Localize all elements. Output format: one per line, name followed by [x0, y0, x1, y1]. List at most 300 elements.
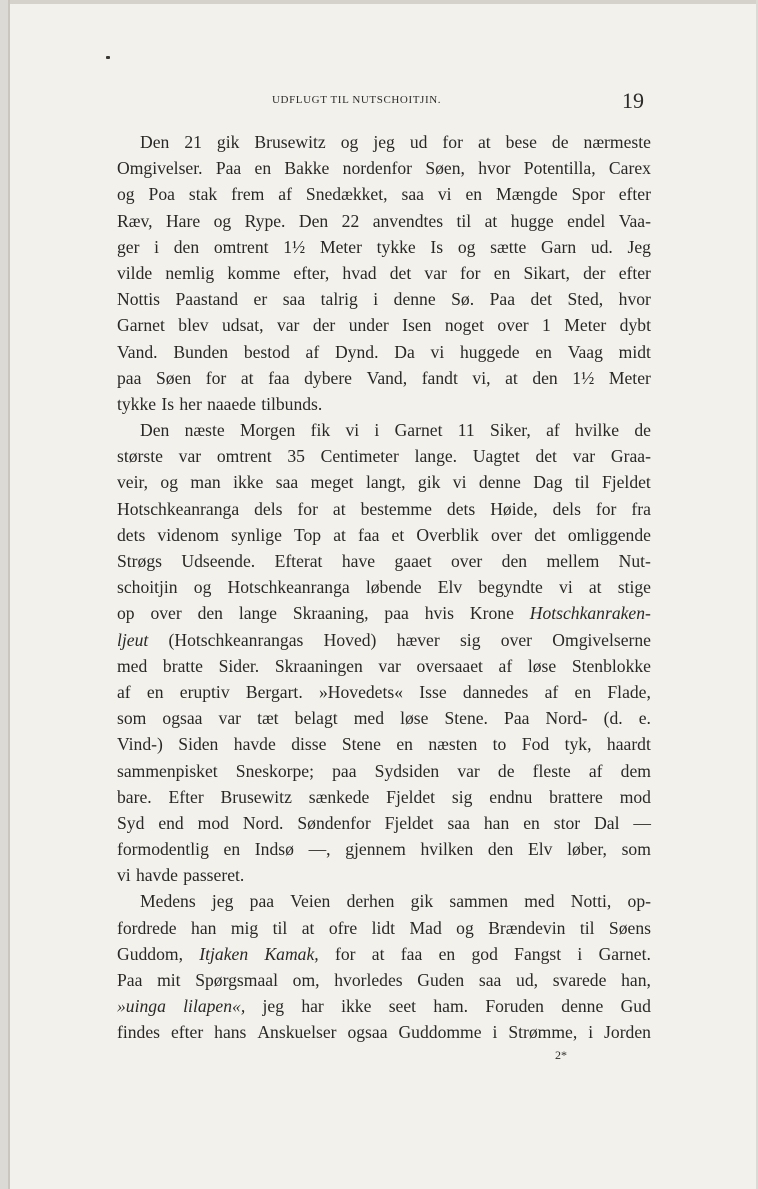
word: Strøgs [117, 551, 162, 571]
word: Vind-) [117, 734, 163, 755]
word: den [173, 236, 200, 257]
word: Fangst [514, 943, 562, 964]
word: var [218, 708, 241, 729]
word: løbende [365, 577, 422, 598]
word: om, [292, 970, 320, 990]
word: var [424, 262, 447, 283]
text-line [117, 208, 651, 234]
word: Strømme, [508, 1022, 578, 1043]
word: saa [447, 812, 470, 833]
word: schoitjin [117, 577, 178, 598]
word: han, [621, 970, 651, 990]
word: man [190, 472, 221, 493]
word: ljeut [117, 629, 149, 650]
word: 11 [457, 420, 475, 441]
word: og [117, 184, 135, 205]
word: til [456, 210, 472, 231]
word: langt, [365, 472, 406, 493]
word: lange [238, 603, 277, 624]
word: for [595, 498, 617, 519]
word: for [460, 262, 481, 283]
word: der [583, 262, 606, 283]
word: lidt [371, 917, 396, 938]
word: den [501, 551, 528, 571]
text-line [117, 496, 651, 522]
text-line [117, 286, 651, 312]
word: jeg [211, 891, 234, 912]
word: over [497, 315, 529, 336]
text-line [117, 784, 651, 810]
word: end [158, 812, 184, 833]
word: seet [388, 996, 417, 1017]
word: over [500, 629, 533, 650]
word: som [117, 708, 147, 729]
word: Fod [521, 734, 550, 755]
word: efter [618, 262, 651, 283]
word: Hotschkeanranga [117, 498, 240, 519]
word: med [117, 655, 148, 676]
word: ud, [516, 970, 539, 990]
word: Søen [155, 367, 192, 388]
text-line [117, 1019, 651, 1045]
word: saa [275, 472, 299, 493]
word: hvilken [420, 839, 474, 860]
word: midt [618, 341, 651, 362]
word: gaaet [394, 551, 432, 571]
word: saa [478, 970, 502, 990]
word: (Hotschkeanrangas [168, 629, 304, 650]
word: 21 [184, 132, 202, 152]
word: jeg [373, 132, 395, 152]
word: — [633, 812, 651, 833]
word: tyk, [564, 734, 592, 755]
text-line [117, 600, 651, 626]
text-line [117, 705, 651, 731]
word: Indsø [254, 839, 294, 860]
word: ogsaa [347, 1022, 388, 1043]
word: Nord- [545, 708, 588, 729]
word: Den [140, 132, 170, 152]
word: huggede [459, 341, 520, 362]
word: en [438, 943, 456, 964]
word: Søndenfor [297, 812, 371, 833]
word: bare. [117, 786, 152, 807]
word: vi [430, 341, 445, 362]
word: bestemme [360, 498, 432, 519]
word: Hare [165, 210, 201, 231]
word: Jorden [604, 1022, 651, 1043]
word: paa [332, 760, 357, 781]
word: tæt [257, 708, 279, 729]
word: en [535, 341, 552, 362]
word: eruptiv [179, 681, 230, 702]
word: denne [393, 289, 436, 310]
word: han [191, 917, 217, 938]
text-line [117, 548, 651, 574]
word: ofre [328, 917, 358, 938]
word: Garnet [394, 420, 443, 441]
word: 1½ [283, 236, 306, 257]
word: Mad [409, 917, 442, 938]
word: udsat, [221, 315, 264, 336]
word: vi, [472, 367, 491, 388]
word: der [312, 315, 336, 336]
word: Brusewitz [254, 132, 326, 152]
text-line [117, 915, 651, 941]
word: gjennem [345, 839, 406, 860]
word: omtrent [216, 446, 272, 467]
word: Spørgsmaal [195, 970, 278, 990]
word: ud. [590, 236, 613, 257]
word: endnu [489, 786, 533, 807]
word: Bunden [173, 341, 229, 362]
word: fra [631, 498, 651, 519]
word: Morgen [239, 420, 296, 441]
word: op [117, 603, 135, 624]
word: Dynd. [334, 341, 379, 362]
word: over [451, 551, 483, 571]
word: at [332, 498, 346, 519]
word: hvilke [575, 420, 620, 441]
word: Vand, [366, 367, 408, 388]
word: for [334, 943, 356, 964]
word: sænkede [308, 786, 370, 807]
word: vi [559, 577, 573, 598]
word: af [546, 420, 560, 441]
word: Flade, [607, 681, 651, 702]
word: Nut- [618, 551, 651, 571]
word: Bergart. [245, 681, 303, 702]
word: han [483, 812, 510, 833]
word: Hotschkanraken- [529, 603, 651, 624]
word: en [493, 262, 511, 283]
word: og [457, 236, 476, 257]
word: Skraaning, [292, 603, 369, 624]
word: bese [505, 132, 537, 152]
word: Nord. [242, 812, 284, 833]
word: mod [619, 786, 651, 807]
word: Paa [489, 289, 516, 310]
word: omtrent [213, 236, 269, 257]
word: Skraaningen [274, 655, 363, 676]
page-number: 19 [622, 88, 644, 113]
word: Vaa- [618, 210, 651, 231]
text-line [117, 967, 651, 993]
word: Garnet [117, 315, 165, 336]
word: Sted, [567, 289, 604, 310]
word: op- [627, 891, 651, 912]
text-line [117, 339, 651, 365]
text-line [117, 522, 651, 548]
word: stige [617, 577, 651, 598]
text-line [117, 312, 651, 338]
text-line [117, 234, 651, 260]
word: i [154, 236, 160, 257]
word: Stenblokke [571, 655, 651, 676]
word: hugge [510, 210, 554, 231]
word: var [178, 446, 202, 467]
word: Stene. [444, 708, 488, 729]
word: at [505, 367, 518, 388]
word: disse [291, 734, 327, 755]
word: under [348, 315, 389, 336]
word: en [396, 734, 413, 755]
word: Brusewitz [220, 786, 292, 807]
word: hæver [396, 629, 440, 650]
word: Den [140, 420, 170, 441]
word: hvorledes [334, 970, 403, 990]
word: omliggende [567, 524, 651, 545]
text-line [117, 417, 651, 443]
text-line [117, 469, 651, 495]
word: Kamak, [264, 943, 319, 964]
text-line [117, 941, 651, 967]
word: derhen [346, 891, 395, 912]
word: ham. [433, 996, 469, 1017]
word: Fjeldet [601, 472, 651, 493]
word: en [465, 184, 483, 205]
word: i [588, 1022, 594, 1043]
word: Jeg [627, 236, 651, 257]
word: Potentilla, [523, 158, 596, 179]
text-line [117, 391, 651, 417]
word: lange. [414, 446, 458, 467]
word: faa [357, 524, 380, 545]
word: gik [410, 891, 434, 912]
word: en [523, 812, 540, 833]
word: Syd [117, 812, 145, 833]
word: og [456, 917, 474, 938]
word: fandt [421, 367, 458, 388]
word: var [378, 655, 401, 676]
word: ikke [233, 472, 264, 493]
word: lilapen«, [183, 996, 246, 1017]
body-text [117, 129, 651, 1046]
word: Efter [168, 786, 204, 807]
word: de [634, 420, 651, 441]
word: i [492, 1022, 498, 1043]
text-line [117, 653, 651, 679]
word: løse [400, 708, 429, 729]
word: Sydsiden [374, 760, 440, 781]
word: Siden [178, 734, 219, 755]
word: Høide, [490, 498, 538, 519]
word: sig [459, 629, 481, 650]
text-line [117, 679, 651, 705]
word: dem [620, 760, 651, 781]
word: det [389, 262, 412, 283]
signature-mark: 2* [555, 1048, 567, 1062]
word: paa [384, 603, 409, 624]
word: jeg [262, 996, 285, 1017]
word: vi [452, 472, 467, 493]
word: med [353, 708, 384, 729]
word: Elv [437, 577, 463, 598]
word: Poa [148, 184, 175, 205]
word: Udseende. [181, 551, 256, 571]
word: oversaaet [416, 655, 483, 676]
word: Paa [504, 708, 530, 729]
word: Krone [469, 603, 514, 624]
word: 22 [341, 210, 360, 231]
word: saa [282, 289, 306, 310]
word: paa [117, 367, 142, 388]
text-line [117, 836, 651, 862]
word: Is [161, 393, 175, 414]
word: Stene [341, 734, 381, 755]
word: her [179, 393, 202, 414]
word: Is [430, 236, 444, 257]
word: efter [170, 1022, 204, 1043]
running-head: UDFLUGT TIL NUTSCHOITJIN. [272, 94, 442, 106]
word: og [160, 472, 179, 493]
word: Elv [527, 839, 553, 860]
word: naaede [207, 393, 256, 414]
word: havde [233, 734, 276, 755]
word: næsten [428, 734, 478, 755]
word: Sø. [451, 289, 475, 310]
word: Top [293, 524, 322, 545]
word: mig [230, 917, 259, 938]
word: Hoved) [323, 629, 377, 650]
text-line [117, 627, 651, 653]
word: denne [478, 472, 521, 493]
word: af [117, 681, 131, 702]
word: Guden [417, 970, 465, 990]
text-line [117, 181, 651, 207]
word: Paa [215, 158, 242, 179]
word: sig [451, 786, 473, 807]
word: et [391, 524, 405, 545]
word: Søens [608, 917, 651, 938]
word: hvor [478, 158, 511, 179]
word: Centimeter [320, 446, 399, 467]
word: anvendtes [372, 210, 444, 231]
word: Foruden [485, 996, 544, 1017]
text-line [117, 993, 651, 1019]
word: Notti, [570, 891, 612, 912]
word: Ræv, [117, 210, 153, 231]
word: af [278, 184, 292, 205]
word: af [498, 655, 513, 676]
word: Da [394, 341, 415, 362]
word: efter, [293, 262, 330, 283]
word: Nottis [117, 289, 161, 310]
word: findes [117, 1022, 160, 1043]
word: til [272, 917, 288, 938]
word: har [301, 996, 324, 1017]
word: Meter [564, 315, 607, 336]
word: næste [184, 420, 225, 441]
word: at [301, 917, 315, 938]
word: Brændevin [488, 917, 566, 938]
word: to [492, 734, 507, 755]
word: sammenpisket [117, 760, 218, 781]
word: tilbunds. [261, 393, 323, 414]
text-line [117, 862, 651, 888]
word: vi [117, 865, 131, 886]
word: dels [254, 498, 283, 519]
word: det [530, 289, 552, 310]
word: passeret. [183, 865, 245, 886]
word: af [305, 341, 320, 362]
word: stor [553, 812, 581, 833]
word: den [487, 839, 514, 860]
word: at [333, 524, 346, 545]
word: dybere [304, 367, 352, 388]
word: brattere [549, 786, 603, 807]
word: det [535, 446, 557, 467]
word: ikke [341, 996, 372, 1017]
word: Isse [419, 681, 447, 702]
word: efter [618, 184, 651, 205]
word: til [574, 472, 590, 493]
word: e. [638, 708, 651, 729]
word: formodentlig [117, 839, 209, 860]
word: ogsaa [162, 708, 203, 729]
word: tykke [117, 393, 157, 414]
text-line [117, 731, 651, 757]
word: at [588, 577, 602, 598]
word: Dal [594, 812, 620, 833]
word: paa [249, 891, 275, 912]
book-page [8, 0, 756, 1189]
ink-speck [106, 56, 110, 59]
word: Hotschkeanranga [227, 577, 350, 598]
word: —, [308, 839, 331, 860]
word: Paa [117, 970, 143, 990]
word: blev [178, 315, 209, 336]
word: Graa- [610, 446, 651, 467]
word: faa [268, 367, 290, 388]
word: at [371, 943, 385, 964]
word: Snedækket, [305, 184, 388, 205]
word: Overblik [416, 524, 479, 545]
word: i [577, 943, 583, 964]
word: den [197, 603, 223, 624]
word: Sneskorpe; [235, 760, 314, 781]
word: begyndte [478, 577, 543, 598]
word: haardt [606, 734, 651, 755]
word: nordenfor [342, 158, 413, 179]
word: ud [409, 132, 428, 152]
word: god [471, 943, 498, 964]
word: stak [188, 184, 218, 205]
word: de [551, 132, 569, 152]
word: svarede [552, 970, 607, 990]
text-line [117, 155, 651, 181]
word: mellem [546, 551, 600, 571]
word: Anskuelser [257, 1022, 337, 1043]
word: dels [552, 498, 581, 519]
word: Carex [608, 158, 651, 179]
word: Sikart, [523, 262, 570, 283]
word: var [572, 446, 596, 467]
word: Den [298, 210, 329, 231]
word: dannedes [462, 681, 529, 702]
word: frem [231, 184, 265, 205]
word: Meter [319, 236, 362, 257]
word: for [442, 132, 463, 152]
word: at [484, 210, 498, 231]
word: dybt [619, 315, 651, 336]
word: vilde [117, 262, 153, 283]
word: de [497, 760, 515, 781]
word: Efterat [274, 551, 323, 571]
word: at [477, 132, 491, 152]
word: 1 [542, 315, 551, 336]
text-line [117, 758, 651, 784]
